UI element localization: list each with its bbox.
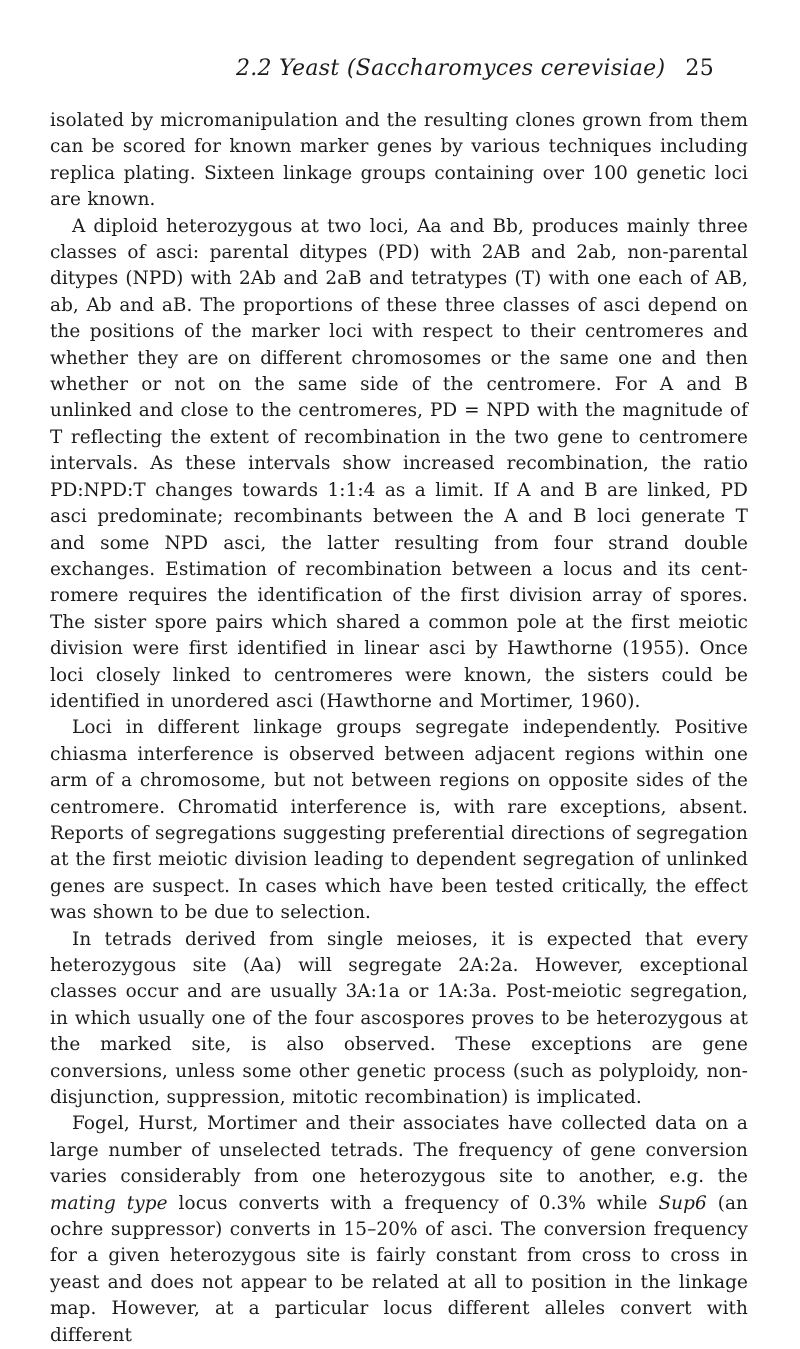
paragraph-text: A diploid heterozygous at two loci, Aa and Bb, produces mainly three classes of asci: parental ditypes (PD) with 2AB and 2ab, non-parental ditypes (NPD) with 2Ab and 2aB and tetratypes (T) with one each of AB, ab, Ab and aB. The proportions of these three classes of asci depend on the positions of the marker loci with respect to their centromeres and whether they are on different chromosomes or the same one and then whether or not on the same side of the centromere. For A and B unlinked and close to the centromeres, PD = NPD with the magnitude of T reflecting the extent of recombination in the two gene to centromere intervals. As these intervals show increased recombination, the ratio PD:NPD:T changes towards 1:1:4 as a limit. If A and B are linked, PD asci predominate; recombinants between the A and B loci generate T and some NPD asci, the latter resulting from four strand double exchanges. Estimation of recombination between a locus and its cent-romere requires the identification of the first division array of spores. The sister spore pairs which shared a common pole at the first meiotic division were first identified in linear asci by Hawthorne (1955). Once loci closely linked to centromeres were known, the sisters could be identified in unordered asci (Hawthorne and Mortimer, 1960). — [50, 215, 748, 712]
body-text — [50, 108, 748, 1349]
paragraph — [50, 1111, 748, 1349]
gene-name-italic: Sup6 — [658, 1192, 707, 1214]
paragraph-text: isolated by micromanipulation and the resulting clones grown from them can be scored for known marker genes by various techniques including replica plating. Sixteen linkage groups containing over 100 genetic loci are known. — [50, 110, 748, 211]
paragraph — [50, 214, 748, 716]
paragraph — [50, 927, 748, 1112]
paragraph — [50, 108, 748, 214]
paragraph-text: (an ochre suppressor) converts in 15–20% of asci. The conversion frequency for a given heterozygous site is fairly constant from cross to cross in yeast and does not appear to be related at all to position in the linkage map. However, at a particular locus different alleles convert with different — [50, 1192, 748, 1346]
gene-name-italic: mating type — [50, 1192, 168, 1214]
paragraph-text: In tetrads derived from single meioses, it is expected that every heterozygous site (Aa) will segregate 2A:2a. However, exceptional classes occur and are usually 3A:1a or 1A:3a. Post-meiotic segregation, in which usually one of the four ascospores proves to be heterozygous at the marked site, is also observed. These exceptions are gene conversions, unless some other genetic process (such as polyploidy, non-disjunction, suppression, mitotic recombination) is implicated. — [50, 928, 748, 1109]
paragraph — [50, 715, 748, 926]
paragraph-text: Fogel, Hurst, Mortimer and their associates have collected data on a large number of unselected tetrads. The frequency of gene conversion varies considerably from one heterozygous site to another, e.g. the — [50, 1113, 748, 1188]
running-header — [236, 56, 714, 81]
paragraph-text: locus converts with a frequency of 0.3% while — [167, 1192, 659, 1214]
paragraph-text: Loci in different linkage groups segregate independently. Positive chiasma interference is observed between adjacent regions within one arm of a chromosome, but not between regions on opposite sides of the centromere. Chromatid interference is, with rare exceptions, absent. Reports of segregations suggesting preferential directions of segregation at the first meiotic division leading to dependent segregation of unlinked genes are suspect. In cases which have been tested critically, the effect was shown to be due to selection. — [50, 717, 748, 924]
section-title: 2.2 Yeast (Saccharomyces cerevisiae) — [235, 56, 666, 81]
page-number: 25 — [685, 56, 714, 81]
